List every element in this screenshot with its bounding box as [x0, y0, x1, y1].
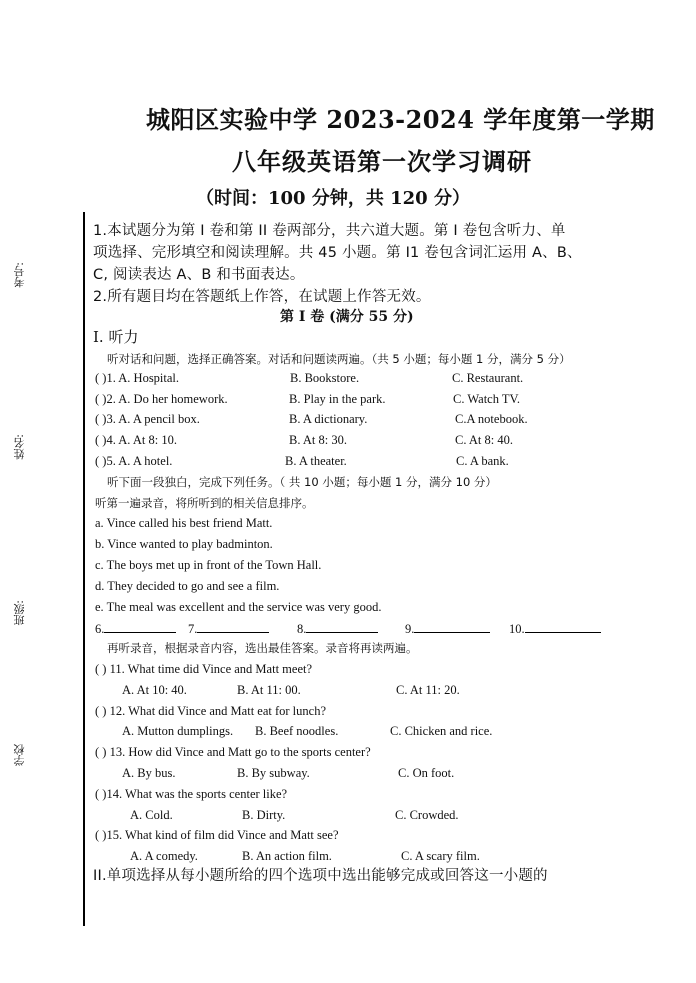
- question-13-option-a: A. By bus.: [122, 766, 176, 780]
- question-2-stem: ( )2. A. Do her homework.: [95, 392, 228, 406]
- statement-d: d. They decided to go and see a film.: [95, 579, 280, 593]
- part1-title: I. 听力: [93, 328, 139, 346]
- question-14-option-c: C. Crowded.: [395, 808, 459, 822]
- part2-title: II.单项选择从每小题所给的四个选项中选出能够完成或回答这一小题的: [93, 868, 548, 884]
- exam-title-line2: 八年级英语第一次学习调研: [232, 147, 532, 176]
- statement-c: c. The boys met up in front of the Town Hall.: [95, 558, 322, 572]
- question-11-option-b: B. At 11: 00.: [237, 683, 301, 697]
- note-line-2: 项选择、完形填空和阅读理解。共 45 小题。第 I1 卷包含词汇运用 A、B、: [93, 245, 582, 261]
- exam-title-line1: 城阳区实验中学 2023-2024 学年度第一学期: [146, 105, 655, 134]
- question-5-stem: ( )5. A. A hotel.: [95, 454, 173, 468]
- question-5-option-c: C. A bank.: [456, 454, 509, 468]
- statement-a: a. Vince called his best friend Matt.: [95, 516, 273, 530]
- question-13-stem: ( ) 13. How did Vince and Matt go to the sports center?: [95, 745, 371, 759]
- part1-instruction-a: 听对话和问题，选择正确答案。对话和问题读两遍。（共 5 小题；每小题 1 分，满分 5 分）: [107, 352, 571, 366]
- school-label: 学校: [13, 744, 26, 766]
- question-1-option-b: B. Bookstore.: [290, 371, 360, 385]
- question-12-option-a: A. Mutton dumplings.: [122, 724, 234, 738]
- answer-blank-8[interactable]: 8.: [297, 620, 378, 637]
- volume1-heading: 第 I 卷 (满分 55 分): [280, 309, 414, 325]
- question-15-option-b: B. An action film.: [242, 849, 332, 863]
- question-2-option-c: C. Watch TV.: [453, 392, 521, 406]
- part1-instruction-b: 听下面一段独白，完成下列任务。（ 共 10 小题；每小题 1 分，满分 10 分）: [107, 475, 497, 489]
- question-4-stem: ( )4. A. At 8: 10.: [95, 433, 177, 447]
- question-13-option-c: C. On foot.: [398, 766, 455, 780]
- part1-instruction-c: 再听录音，根据录音内容，选出最佳答案。录音将再读两遍。: [107, 641, 418, 655]
- class-label: 班级:: [13, 600, 26, 626]
- question-3-stem: ( )3. A. A pencil box.: [95, 412, 200, 426]
- order-instruction: 听第一遍录音，将所听到的相关信息排序。: [95, 496, 314, 510]
- question-3-option-c: C.A notebook.: [455, 412, 528, 426]
- statement-e: e. The meal was excellent and the service was very good.: [95, 600, 382, 614]
- question-3-option-b: B. A dictionary.: [289, 412, 368, 426]
- note-line-1: 1.本试题分为第 I 卷和第 II 卷两部分，共六道大题。第 I 卷包含听力、单: [93, 223, 566, 239]
- question-14-option-a: A. Cold.: [130, 808, 173, 822]
- question-12-stem: ( ) 12. What did Vince and Matt eat for lunch?: [95, 704, 327, 718]
- binding-line: [83, 212, 85, 926]
- question-4-option-c: C. At 8: 40.: [455, 433, 513, 447]
- answer-blank-9[interactable]: 9.: [405, 620, 490, 637]
- question-14-option-b: B. Dirty.: [242, 808, 286, 822]
- question-1-option-c: C. Restaurant.: [452, 371, 524, 385]
- question-15-stem: ( )15. What kind of film did Vince and Matt see?: [95, 828, 339, 842]
- answer-blank-7[interactable]: 7.: [188, 620, 269, 637]
- student-name-label: 姓名:: [13, 434, 26, 460]
- question-5-option-b: B. A theater.: [285, 454, 347, 468]
- question-15-option-c: C. A scary film.: [401, 849, 480, 863]
- exam-time-score: （时间：100 分钟，共 120 分）: [196, 188, 470, 209]
- question-12-option-c: C. Chicken and rice.: [390, 724, 493, 738]
- question-2-option-b: B. Play in the park.: [289, 392, 386, 406]
- question-1-stem: ( )1. A. Hospital.: [95, 371, 180, 385]
- question-4-option-b: B. At 8: 30.: [289, 433, 347, 447]
- question-14-stem: ( )14. What was the sports center like?: [95, 787, 288, 801]
- question-11-option-a: A. At 10: 40.: [122, 683, 187, 697]
- note-line-4: 2.所有题目均在答题纸上作答，在试题上作答无效。: [93, 289, 431, 305]
- statement-b: b. Vince wanted to play badminton.: [95, 537, 273, 551]
- note-line-3: C, 阅读表达 A、B 和书面表达。: [93, 267, 305, 283]
- exam-number-label: 考号:: [13, 262, 26, 288]
- answer-blank-10[interactable]: 10.: [509, 620, 601, 637]
- question-11-stem: ( ) 11. What time did Vince and Matt meet?: [95, 662, 313, 676]
- answer-blank-6[interactable]: 6.: [95, 620, 176, 637]
- question-13-option-b: B. By subway.: [237, 766, 310, 780]
- question-15-option-a: A. A comedy.: [130, 849, 198, 863]
- question-12-option-b: B. Beef noodles.: [255, 724, 339, 738]
- question-11-option-c: C. At 11: 20.: [396, 683, 460, 697]
